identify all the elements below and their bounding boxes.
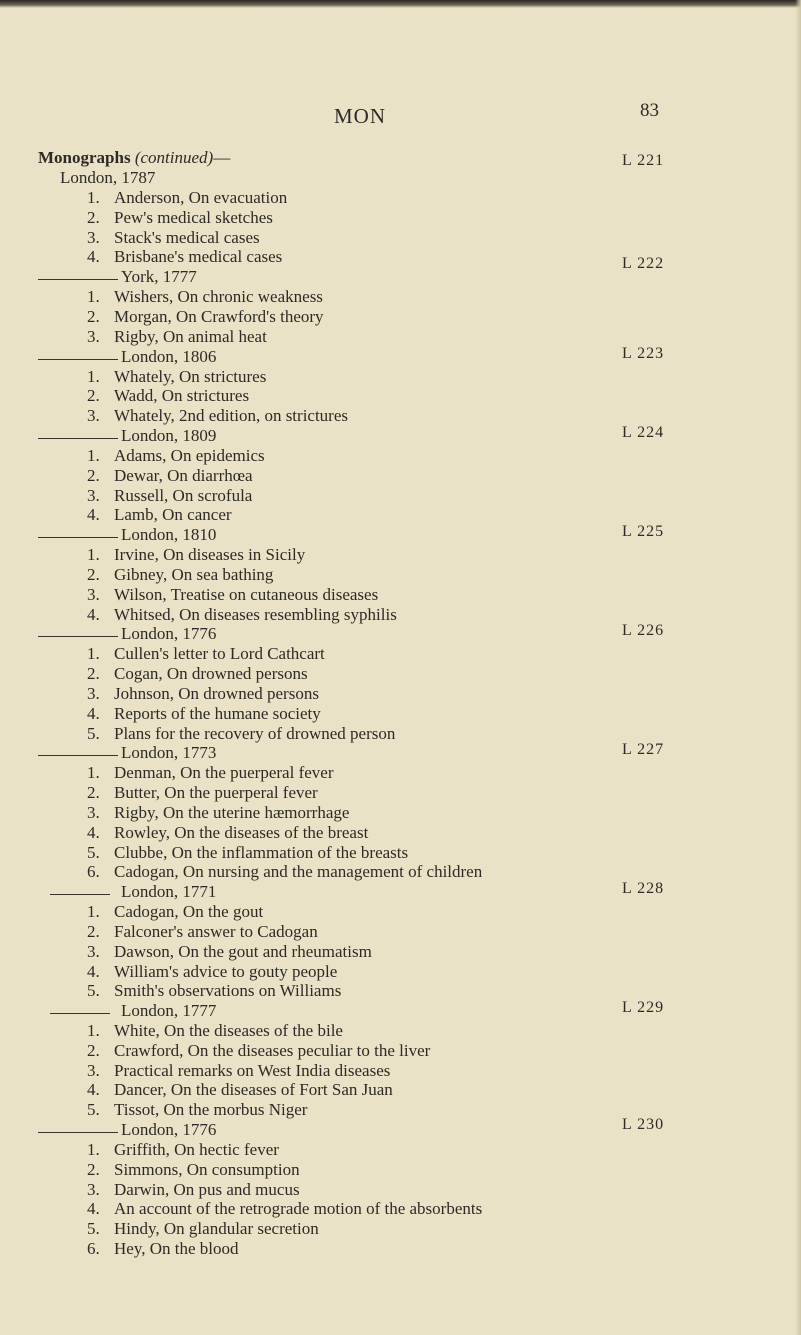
ditto-rule	[38, 438, 118, 439]
list-item	[87, 1199, 758, 1219]
list-item	[87, 486, 758, 506]
group-place: London, 1776	[121, 624, 217, 644]
item-title: Crawford, On the diseases peculiar to the liver	[114, 1040, 431, 1060]
item-title: Whately, On strictures	[114, 366, 267, 386]
item-number: 3.	[87, 584, 100, 604]
list-item	[87, 466, 758, 486]
list-item	[87, 763, 758, 783]
item-title: Rigby, On animal heat	[114, 326, 267, 346]
group-place: London, 1776	[121, 1120, 217, 1140]
list-item	[87, 585, 758, 605]
item-title: Morgan, On Crawford's theory	[114, 306, 324, 326]
item-number: 1.	[87, 902, 100, 922]
item-title: Rigby, On the uterine hæmorrhage	[114, 802, 350, 822]
list-item	[87, 1219, 758, 1239]
item-number: 2.	[87, 465, 100, 485]
item-number: 2.	[87, 921, 100, 941]
item-title: Denman, On the puerperal fever	[114, 763, 334, 783]
list-item	[87, 684, 758, 704]
list-item	[87, 843, 758, 863]
item-number: 5.	[87, 842, 100, 862]
list-item	[87, 188, 758, 208]
item-number: 3.	[87, 941, 100, 961]
monograph-group	[38, 1001, 758, 1120]
item-number: 4.	[87, 961, 100, 981]
shelf-reference: L 222	[622, 255, 665, 273]
ditto-rule	[38, 636, 118, 637]
list-item	[87, 1140, 758, 1160]
item-number: 4.	[87, 1080, 100, 1100]
list-item	[87, 803, 758, 823]
shelf-reference: L 226	[622, 622, 665, 640]
running-header	[0, 100, 801, 134]
shelf-reference: L 228	[622, 880, 665, 898]
item-title: Cullen's letter to Lord Cathcart	[114, 644, 325, 664]
item-title: Practical remarks on West India diseases	[114, 1060, 391, 1080]
item-number: 2.	[87, 783, 100, 803]
page-right-edge	[795, 0, 801, 1335]
item-number: 3.	[87, 802, 100, 822]
shelf-reference: L 224	[622, 423, 665, 441]
list-item	[87, 367, 758, 387]
item-title: Simmons, On consumption	[114, 1159, 300, 1179]
item-title: Dewar, On diarrhœa	[114, 465, 253, 485]
group-place: London, 1810	[121, 525, 217, 545]
ditto-rule	[50, 1013, 110, 1014]
item-number: 3.	[87, 683, 100, 703]
monograph-group	[38, 1116, 758, 1259]
list-item	[87, 1180, 758, 1200]
item-number: 3.	[87, 1060, 100, 1080]
item-number: 3.	[87, 227, 100, 247]
item-number: 2.	[87, 664, 100, 684]
list-item	[87, 1160, 758, 1180]
list-item	[87, 823, 758, 843]
item-title: Smith's observations on Williams	[114, 981, 342, 1001]
monograph-list	[38, 148, 758, 1259]
item-number: 3.	[87, 326, 100, 346]
monograph-group	[38, 423, 758, 525]
item-title: Butter, On the puerperal fever	[114, 783, 318, 803]
item-number: 6.	[87, 862, 100, 882]
item-title: An account of the retrograde motion of the absorbents	[114, 1199, 483, 1219]
item-number: 2.	[87, 306, 100, 326]
item-title: Plans for the recovery of drowned person	[114, 723, 396, 743]
item-title: Cadogan, On nursing and the management of children	[114, 862, 483, 882]
item-number: 1.	[87, 545, 100, 565]
ditto-rule	[38, 755, 118, 756]
group-place: London, 1806	[121, 346, 217, 366]
item-title: Adams, On epidemics	[114, 445, 265, 465]
item-number: 1.	[87, 445, 100, 465]
group-place: London, 1773	[121, 743, 217, 763]
item-title: Rowley, On the diseases of the breast	[114, 822, 369, 842]
item-number: 6.	[87, 1239, 100, 1259]
list-item	[87, 1021, 758, 1041]
item-number: 5.	[87, 723, 100, 743]
item-title: Anderson, On evacuation	[114, 188, 288, 207]
item-title: Wishers, On chronic weakness	[114, 287, 323, 307]
item-title: Johnson, On drowned persons	[114, 683, 319, 703]
item-number: 2.	[87, 1159, 100, 1179]
monograph-group	[38, 344, 758, 426]
item-title: Dancer, On the diseases of Fort San Juan	[114, 1080, 393, 1100]
group-place: London, 1771	[121, 882, 217, 902]
list-item	[87, 922, 758, 942]
item-title: Tissot, On the morbus Niger	[114, 1100, 308, 1120]
item-title: Reports of the humane society	[114, 703, 321, 723]
list-item	[87, 228, 758, 248]
item-title: Hindy, On glandular secretion	[114, 1219, 319, 1239]
item-number: 1.	[87, 188, 100, 207]
monograph-group	[38, 624, 758, 743]
list-item	[87, 208, 758, 228]
item-title: Dawson, On the gout and rheumatism	[114, 941, 372, 961]
ditto-rule	[50, 894, 110, 895]
item-title: Whately, 2nd edition, on strictures	[114, 406, 349, 426]
monograph-group	[38, 525, 758, 624]
header-word: MON	[334, 104, 387, 128]
list-item	[87, 1041, 758, 1061]
ditto-rule	[38, 1132, 118, 1133]
ditto-rule	[38, 279, 118, 280]
item-title: William's advice to gouty people	[114, 961, 338, 981]
list-item	[87, 942, 758, 962]
list-item	[87, 962, 758, 982]
monograph-group	[38, 743, 758, 882]
shelf-reference: L 229	[622, 999, 665, 1017]
list-item	[87, 1080, 758, 1100]
item-title: Wadd, On strictures	[114, 386, 250, 406]
list-item	[87, 1239, 758, 1259]
ditto-rule	[38, 359, 118, 360]
list-item	[87, 902, 758, 922]
item-title: Cadogan, On the gout	[114, 902, 264, 922]
item-number: 3.	[87, 1179, 100, 1199]
shelf-reference: L 221	[622, 152, 665, 169]
list-item	[87, 287, 758, 307]
item-number: 1.	[87, 366, 100, 386]
monograph-group	[38, 882, 758, 1001]
item-number: 2.	[87, 386, 100, 406]
item-title: Irvine, On diseases in Sicily	[114, 545, 306, 565]
shelf-reference: L 230	[622, 1116, 665, 1134]
item-title: Darwin, On pus and mucus	[114, 1179, 300, 1199]
item-title: Brisbane's medical cases	[114, 247, 283, 267]
item-number: 4.	[87, 604, 100, 624]
item-title: Stack's medical cases	[114, 227, 260, 247]
ditto-rule	[38, 537, 118, 538]
item-number: 1.	[87, 763, 100, 783]
section-dash: —	[213, 148, 231, 167]
list-item	[87, 307, 758, 327]
item-number: 4.	[87, 505, 100, 525]
group-place: York, 1777	[121, 267, 197, 287]
item-title: Wilson, Treatise on cutaneous diseases	[114, 584, 379, 604]
list-item	[87, 644, 758, 664]
item-title: Cogan, On drowned persons	[114, 664, 308, 684]
list-item	[87, 783, 758, 803]
shelf-reference: L 225	[622, 523, 665, 541]
section-title: Monographs	[38, 148, 131, 167]
item-title: Clubbe, On the inflammation of the breasts	[114, 842, 409, 862]
list-item	[87, 446, 758, 466]
item-number: 1.	[87, 644, 100, 664]
section-note: (continued)	[134, 148, 214, 167]
group-place: London, 1777	[121, 1001, 217, 1021]
list-item	[87, 545, 758, 565]
page-number: 83	[640, 100, 659, 121]
item-number: 1.	[87, 1021, 100, 1041]
shelf-reference: L 227	[622, 741, 665, 759]
item-title: Pew's medical sketches	[114, 207, 273, 227]
list-item	[87, 386, 758, 406]
list-item	[87, 565, 758, 585]
group-place: London, 1787	[60, 168, 156, 187]
item-title: Gibney, On sea bathing	[114, 564, 274, 584]
item-number: 3.	[87, 406, 100, 426]
list-item	[87, 664, 758, 684]
item-number: 5.	[87, 1219, 100, 1239]
item-title: Griffith, On hectic fever	[114, 1140, 279, 1160]
item-title: Hey, On the blood	[114, 1239, 239, 1259]
item-number: 1.	[87, 1140, 100, 1160]
item-title: Falconer's answer to Cadogan	[114, 921, 318, 941]
item-number: 5.	[87, 981, 100, 1001]
item-number: 3.	[87, 485, 100, 505]
group-place: London, 1809	[121, 425, 217, 445]
item-title: Whitsed, On diseases resembling syphilis	[114, 604, 397, 624]
shelf-reference: L 223	[622, 344, 665, 362]
item-number: 4.	[87, 247, 100, 267]
item-title: Lamb, On cancer	[114, 505, 232, 525]
item-number: 2.	[87, 1040, 100, 1060]
item-number: 4.	[87, 1199, 100, 1219]
item-number: 2.	[87, 564, 100, 584]
item-number: 2.	[87, 207, 100, 227]
page-top-shadow	[0, 0, 801, 8]
list-item	[87, 704, 758, 724]
item-number: 4.	[87, 703, 100, 723]
item-number: 1.	[87, 287, 100, 307]
item-number: 5.	[87, 1100, 100, 1120]
item-title: White, On the diseases of the bile	[114, 1021, 343, 1041]
item-number: 4.	[87, 822, 100, 842]
item-title: Russell, On scrofula	[114, 485, 253, 505]
list-item	[87, 1061, 758, 1081]
